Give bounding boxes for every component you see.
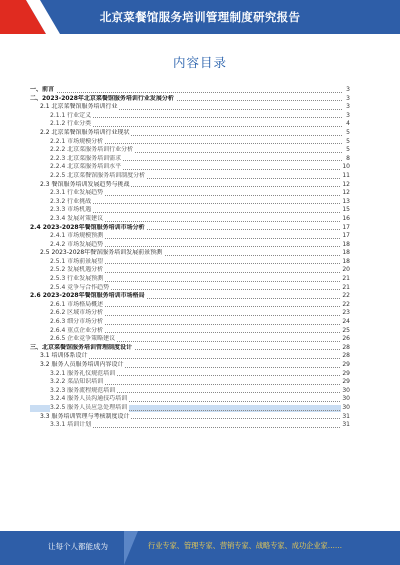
toc-entry[interactable] bbox=[30, 421, 350, 430]
toc-entry-label: 3.2.2 菜品知识培训 bbox=[50, 378, 104, 386]
toc-page-number: 5 bbox=[346, 137, 350, 145]
toc-page-number: 5 bbox=[346, 128, 350, 136]
toc-entry-label: 2.3.2 行业挑战 bbox=[50, 197, 92, 205]
toc-entry-label: 2.2.3 北京菜服务培训需求 bbox=[50, 154, 122, 162]
toc-entry[interactable] bbox=[30, 224, 350, 233]
toc-entry-label: 3.3 服务培训管理与考核制度设计 bbox=[40, 412, 130, 420]
toc-entry[interactable] bbox=[30, 181, 350, 190]
toc-entry[interactable] bbox=[30, 327, 350, 336]
toc-entry[interactable] bbox=[30, 198, 350, 207]
toc-entry-label: 2.3 餐馆服务培训发展趋势与挑战 bbox=[40, 180, 130, 188]
toc-entry[interactable] bbox=[30, 138, 350, 147]
toc-page-number: 20 bbox=[342, 266, 350, 274]
toc-page-number: 13 bbox=[342, 197, 350, 205]
toc-entry[interactable] bbox=[30, 249, 350, 258]
toc-entry[interactable] bbox=[30, 232, 350, 241]
toc-page-number: 21 bbox=[342, 275, 350, 283]
toc-entry[interactable] bbox=[30, 266, 350, 275]
toc-page-number: 30 bbox=[342, 395, 350, 403]
toc-entry-label: 2.4 2023-2028年餐馆服务培训市场分析 bbox=[30, 223, 145, 231]
toc-entry[interactable] bbox=[30, 361, 350, 370]
toc-entry-label: 3.2 服务人员服务培训内容设计 bbox=[40, 361, 124, 368]
toc-page-number: 3 bbox=[346, 111, 350, 119]
toc-page-number: 3 bbox=[346, 103, 350, 111]
toc-entry-label: 3.2.3 服务流程规范培训 bbox=[50, 386, 116, 394]
toc-entry-label: 二、2023-2028年北京菜餐馆服务培训行业发展分析 bbox=[30, 94, 174, 102]
toc-page-number: 25 bbox=[342, 326, 350, 334]
toc-entry-label: 2.4.1 市场规模预测 bbox=[50, 232, 104, 240]
toc-entry-label: 2.4.2 市场发展趋势 bbox=[50, 240, 104, 248]
toc-page-number: 28 bbox=[342, 343, 350, 351]
toc-page-number: 31 bbox=[342, 421, 350, 429]
toc-entry-label: 2.6 2023-2028年餐馆服务培训市场格局 bbox=[30, 292, 145, 300]
toc-entry-label: 三、北京菜餐馆服务培训管理制度设计 bbox=[30, 343, 133, 351]
toc-entry[interactable] bbox=[30, 301, 350, 310]
toc-entry[interactable] bbox=[30, 112, 350, 121]
toc-entry-label: 一、前言 bbox=[30, 86, 55, 93]
toc-entry[interactable] bbox=[30, 387, 350, 396]
footer-slogan-left: 让每个人都能成为 bbox=[48, 542, 108, 551]
toc-dot-leader bbox=[30, 92, 342, 93]
toc-entry[interactable] bbox=[30, 378, 350, 387]
toc-entry[interactable] bbox=[30, 318, 350, 327]
toc-page-number: 12 bbox=[342, 180, 350, 188]
table-of-contents bbox=[30, 86, 350, 430]
toc-entry[interactable] bbox=[30, 215, 350, 224]
toc-entry[interactable] bbox=[30, 120, 350, 129]
toc-page-number: 30 bbox=[342, 386, 350, 394]
toc-entry-label: 2.5.2 发展机遇分析 bbox=[50, 266, 104, 274]
toc-page-number: 15 bbox=[342, 206, 350, 214]
toc-page-number: 16 bbox=[342, 214, 350, 222]
toc-entry-label: 2.6.3 细分市场分析 bbox=[50, 318, 104, 326]
toc-entry[interactable] bbox=[30, 284, 350, 293]
toc-dot-leader bbox=[50, 427, 342, 428]
toc-entry-label: 2.6.2 区域市场分析 bbox=[50, 309, 104, 317]
toc-entry-label: 3.2.1 服务礼仪规范培训 bbox=[50, 369, 116, 377]
toc-dot-leader bbox=[50, 117, 342, 118]
footer-divider-shape bbox=[124, 531, 138, 565]
toc-page-number: 29 bbox=[342, 369, 350, 377]
toc-page-number: 17 bbox=[342, 232, 350, 240]
toc-page-number: 18 bbox=[342, 240, 350, 248]
toc-entry[interactable] bbox=[30, 404, 350, 413]
toc-entry[interactable] bbox=[30, 86, 350, 95]
toc-entry[interactable] bbox=[30, 146, 350, 155]
toc-entry-label: 2.5.4 竞争与合作趋势 bbox=[50, 283, 110, 291]
toc-entry[interactable] bbox=[30, 206, 350, 215]
toc-entry[interactable] bbox=[30, 344, 350, 353]
toc-entry-label: 2.2 北京菜餐馆服务培训行业现状 bbox=[40, 128, 130, 136]
toc-entry[interactable] bbox=[30, 352, 350, 361]
toc-page-number: 18 bbox=[342, 257, 350, 265]
toc-entry[interactable] bbox=[30, 95, 350, 104]
toc-entry[interactable] bbox=[30, 103, 350, 112]
footer-slogan-right: 行业专家、管理专家、营销专家、战略专家、成功企业家…… bbox=[148, 541, 343, 550]
toc-dot-leader bbox=[50, 212, 342, 213]
toc-entry-label: 2.3.4 发展对策建议 bbox=[50, 214, 104, 222]
toc-page-number: 8 bbox=[346, 154, 350, 162]
toc-page-number: 18 bbox=[342, 249, 350, 257]
toc-page-number: 29 bbox=[342, 361, 350, 368]
toc-page-number: 5 bbox=[346, 146, 350, 154]
toc-entry-label: 2.2.4 北京菜服务培训水平 bbox=[50, 163, 122, 171]
toc-entry-label: 2.2.5 北京菜餐馆服务培训制度分析 bbox=[50, 171, 146, 179]
toc-page-number: 24 bbox=[342, 318, 350, 326]
toc-page-number: 22 bbox=[342, 300, 350, 308]
toc-entry[interactable] bbox=[30, 241, 350, 250]
toc-page-number: 31 bbox=[342, 412, 350, 420]
toc-entry[interactable] bbox=[30, 292, 350, 301]
toc-entry-label: 3.2.5 服务人员应急处理培训 bbox=[50, 403, 128, 411]
toc-entry[interactable] bbox=[30, 335, 350, 344]
toc-entry-label: 3.3.1 培训计划 bbox=[50, 421, 92, 429]
toc-entry[interactable] bbox=[30, 309, 350, 318]
toc-entry[interactable] bbox=[30, 258, 350, 267]
toc-page-number: 10 bbox=[342, 163, 350, 171]
toc-entry-label: 2.3.1 行业发展趋势 bbox=[50, 189, 104, 197]
toc-page-number: 12 bbox=[342, 189, 350, 197]
toc-page-number: 23 bbox=[342, 309, 350, 317]
toc-entry-label: 2.6.4 重点企业分析 bbox=[50, 326, 104, 334]
toc-entry-label: 2.5.3 行业发展预测 bbox=[50, 275, 104, 283]
toc-page-number: 4 bbox=[346, 120, 350, 128]
toc-entry[interactable] bbox=[30, 155, 350, 164]
toc-page-number: 3 bbox=[346, 94, 350, 102]
toc-entry-label: 2.1.1 行业定义 bbox=[50, 111, 92, 119]
toc-entry[interactable] bbox=[30, 275, 350, 284]
toc-entry-label: 3.2.4 服务人员沟通技巧培训 bbox=[50, 395, 128, 403]
toc-entry[interactable] bbox=[30, 395, 350, 404]
toc-entry-label: 2.3.3 市场机遇 bbox=[50, 206, 92, 214]
toc-entry[interactable] bbox=[30, 189, 350, 198]
toc-page-number: 28 bbox=[342, 352, 350, 360]
toc-entry-label: 2.2.1 市场规模分析 bbox=[50, 137, 104, 145]
report-header bbox=[0, 0, 400, 34]
toc-entry-label: 2.5.1 市场前景展望 bbox=[50, 257, 104, 265]
toc-entry[interactable] bbox=[30, 370, 350, 379]
toc-entry[interactable] bbox=[30, 129, 350, 138]
toc-entry-label: 2.1.2 行业分类 bbox=[50, 120, 92, 128]
toc-entry-label: 3.1 培训体系设计 bbox=[40, 352, 88, 360]
toc-dot-leader bbox=[50, 126, 342, 127]
report-footer bbox=[0, 531, 400, 565]
toc-page-number: 21 bbox=[342, 283, 350, 291]
toc-entry-label: 2.2.2 北京菜服务培训行业分析 bbox=[50, 146, 134, 154]
toc-page-number: 30 bbox=[342, 403, 350, 411]
toc-entry[interactable] bbox=[30, 172, 350, 181]
report-title: 北京菜餐馆服务培训管理制度研究报告 bbox=[99, 10, 301, 24]
toc-heading: 内容目录 bbox=[172, 55, 227, 70]
toc-entry-label: 2.6.1 市场格局概述 bbox=[50, 300, 104, 308]
toc-entry-label: 2.5 2023-2028年餐馆服务培训发展前景预测 bbox=[40, 249, 163, 257]
toc-page-number: 22 bbox=[342, 292, 350, 300]
toc-page-number: 29 bbox=[342, 378, 350, 386]
toc-entry-label: 2.6.5 企业竞争策略建议 bbox=[50, 335, 116, 343]
toc-page-number: 3 bbox=[346, 86, 350, 93]
toc-entry-label: 2.1 北京菜餐馆服务培训行业 bbox=[40, 103, 118, 111]
toc-page-number: 17 bbox=[342, 223, 350, 231]
toc-page-number: 11 bbox=[342, 171, 350, 179]
toc-dot-leader bbox=[50, 203, 342, 204]
toc-page-number: 26 bbox=[342, 335, 350, 343]
toc-entry[interactable] bbox=[30, 413, 350, 422]
toc-entry[interactable] bbox=[30, 163, 350, 172]
